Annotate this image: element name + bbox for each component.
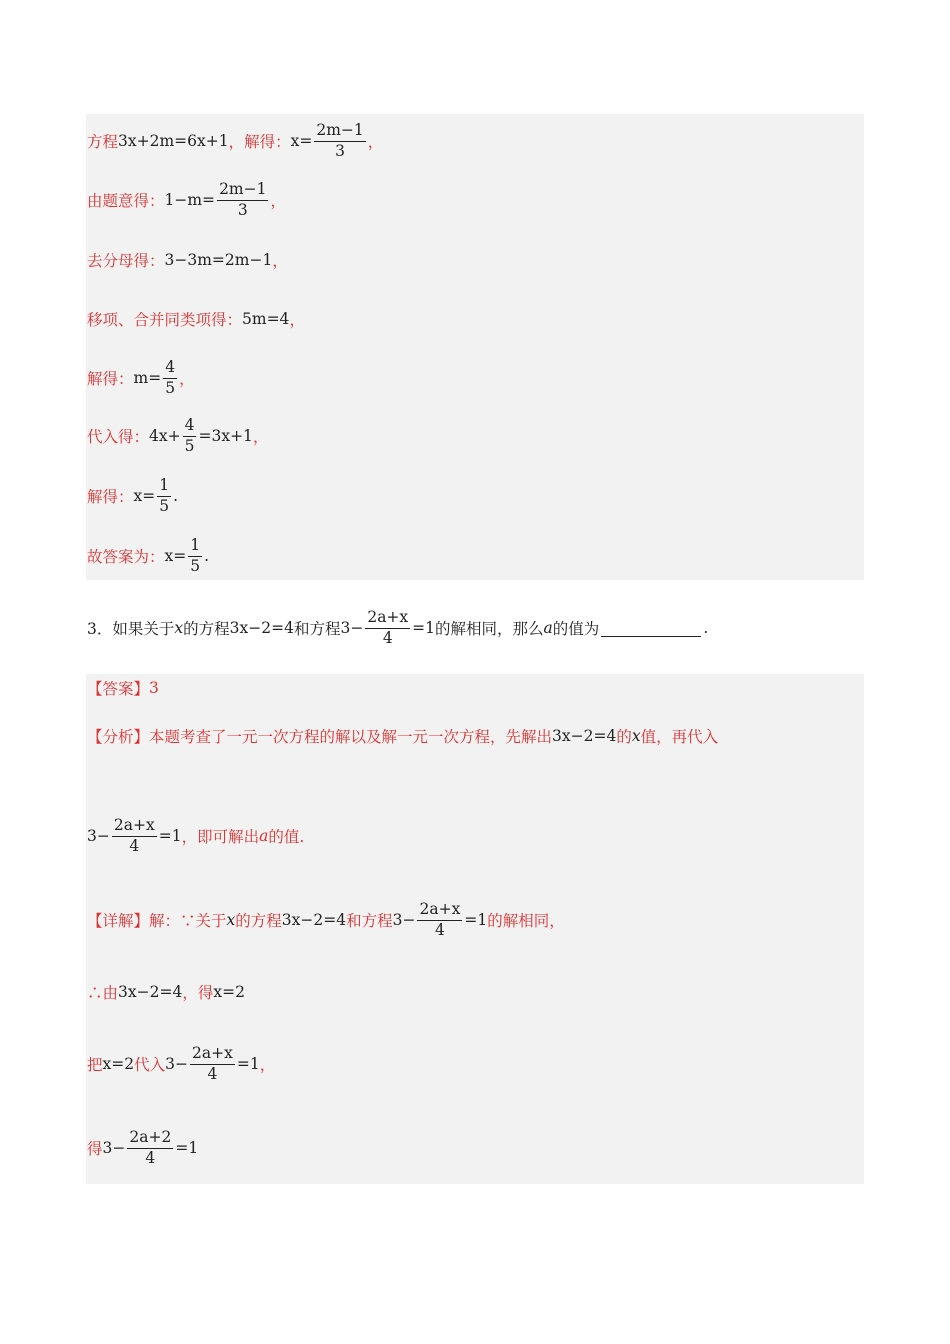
analysis-line: 【分析】 本题考查了一元一次方程的解以及解一元一次方程，先解出 3x−2=4 的 x 值，再代入 xyxy=(87,727,719,746)
analysis-continuation: 3− $\frac{2a+x}{4}$ =1 ，即可解出 a 的值. xyxy=(87,815,305,855)
question-3: 3．如果关于 x 的方程 3x−2=4 和方程 3− $\frac{2a+x}{4}$ =1 的解相同，那么 a 的值为 . xyxy=(87,607,709,647)
solution-line-7: 解得： x= $\frac{1}{5}$ . xyxy=(87,475,179,515)
fraction: $\frac{2a+x}{4}$ xyxy=(191,1043,233,1083)
fraction: $\frac{1}{5}$ xyxy=(159,475,170,515)
detail-line: 【详解】 解：∵关于 x 的方程 3x−2=4 和方程 3− $\frac{2a+x}{4}$ =1 的解相同， xyxy=(87,899,565,939)
solution-line-2: 由题意得： 1−m= $\frac{2m-1}{3}$ ， xyxy=(87,179,286,219)
detail-step-3: 得 3− $\frac{2a+2}{4}$ =1 xyxy=(87,1127,199,1167)
fraction: $\frac{2a+2}{4}$ xyxy=(129,1127,172,1167)
fraction: $\frac{1}{5}$ xyxy=(190,535,201,575)
solution-line-8: 故答案为： x= $\frac{1}{5}$ . xyxy=(87,535,210,575)
detail-step-2: 把 x=2 代入 3− $\frac{2a+x}{4}$ =1 ， xyxy=(87,1043,276,1083)
solution-line-6: 代入得： 4x+ $\frac{4}{5}$ =3x+1 ， xyxy=(87,415,269,455)
answer-blank[interactable] xyxy=(601,620,701,637)
detail-step-1: ∴由 3x−2=4 ，得 x=2 xyxy=(87,983,245,1002)
solution-line-3: 去分母得： 3−3m=2m−1 ， xyxy=(87,251,288,270)
fraction: $\frac{2m-1}{3}$ xyxy=(316,120,364,160)
answer-line: 【答案】 3 xyxy=(87,679,159,698)
fraction: $\frac{4}{5}$ xyxy=(184,415,195,455)
fraction: $\frac{4}{5}$ xyxy=(165,357,176,397)
fraction: $\frac{2a+x}{4}$ xyxy=(367,607,409,647)
fraction: $\frac{2a+x}{4}$ xyxy=(419,899,461,939)
solution-line-4: 移项、合并同类项得： 5m=4 ， xyxy=(87,310,305,329)
solution-line-1: 方程 3x+2m=6x+1 ，解得： x= $\frac{2m-1}{3}$ ， xyxy=(87,120,384,160)
fraction: $\frac{2a+x}{4}$ xyxy=(113,815,155,855)
fraction: $\frac{2m-1}{3}$ xyxy=(219,179,267,219)
solution-line-5: 解得： m= $\frac{4}{5}$ ， xyxy=(87,357,195,397)
